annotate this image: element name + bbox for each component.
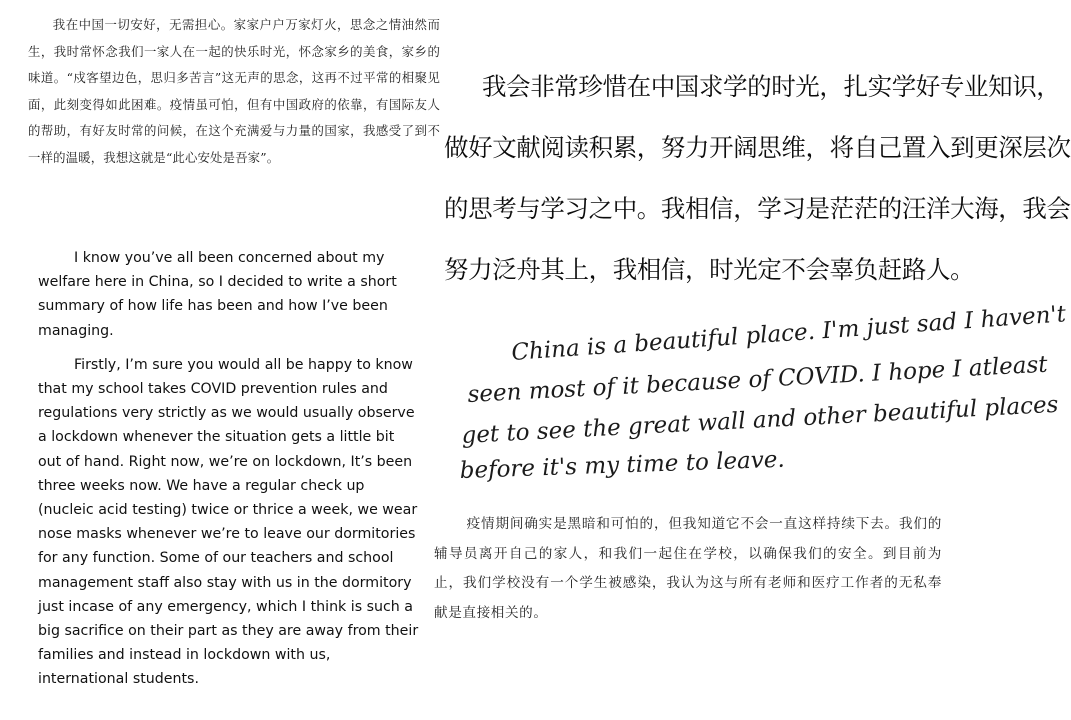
chinese-intro-paragraph: [28, 12, 440, 171]
handwritten-note-line-3: get to see the great wall and other beautiful places: [460, 391, 1060, 449]
english-handwritten-note: [459, 301, 1067, 498]
english-letter-section: [38, 246, 420, 702]
handwritten-note-line-4: before it's my time to leave.: [459, 446, 786, 484]
chinese-study-handwritten-section: [444, 56, 1071, 300]
handwritten-note-line-2: seen most of it because of COVID. I hope I atleast: [466, 351, 1049, 408]
chinese-safety-text: 疫情期间确实是黑暗和可怕的，但我知道它不会一直这样持续下去。我们的辅导员离开自己的家人，和我们一起住在学校，以确保我们的安全。到目前为止，我们学校没有一个学生被感染，我认为这与所有老师和医疗工作者的无私奉献是直接相关的。: [434, 516, 942, 621]
chinese-study-line-2: 做好文献阅读积累，努力开阔思维，将自己置入到更深层次: [444, 133, 1071, 162]
chinese-safety-paragraph: [434, 510, 942, 628]
chinese-intro-text: 我在中国一切安好，无需担心。家家户户万家灯火，思念之情油然而生，我时常怀念我们一家人在一起的快乐时光，怀念家乡的美食，家乡的味道。“戍客望边色，思归多苦言”这无声的思念，这再不过平常的相聚见面，此刻变得如此困难。疫情虽可怕，但有中国政府的依靠，有国际友人的帮助，有好友时常的问候，在这个充满爱与力量的国家，我感受了到不一样的温暖，我想这就是“此心安处是吾家”。: [28, 17, 440, 165]
english-letter-paragraph-1: I know you’ve all been concerned about my welfare here in China, so I decided to write a short summary of how life has been and how I’ve been managing.: [38, 250, 397, 339]
handwritten-note-line-1: China is a beautiful place. I'm just sad I haven't: [510, 301, 1067, 366]
handwritten-note-drawing: [459, 301, 1067, 498]
chinese-study-line-1: 我会非常珍惜在中国求学的时光，扎实学好专业知识，: [482, 72, 1061, 101]
english-letter-paragraph-2: Firstly, I’m sure you would all be happy to know that my school takes COVID prevention rules and regulations very strictly as we would usually observe a lockdown whenever the situation gets a little bit out of hand. Right now, we’re on lockdown, It’s been three weeks now. We have a regular check up (nucleic acid testing) twice or thrice a week, we wear nose masks whenever we’re to leave our dormitories for any function. Some of our teachers and school management staff also stay with us in the dormitory just incase of any emergency, which I think is such a big sacrifice on their part as they are away from their families and instead in lockdown with us, international students.: [38, 356, 419, 688]
chinese-study-line-3: 的思考与学习之中。我相信，学习是茫茫的汪洋大海，我会: [444, 194, 1071, 223]
chinese-study-line-4: 努力泛舟其上，我相信，时光定不会辜负赶路人。: [444, 255, 975, 284]
